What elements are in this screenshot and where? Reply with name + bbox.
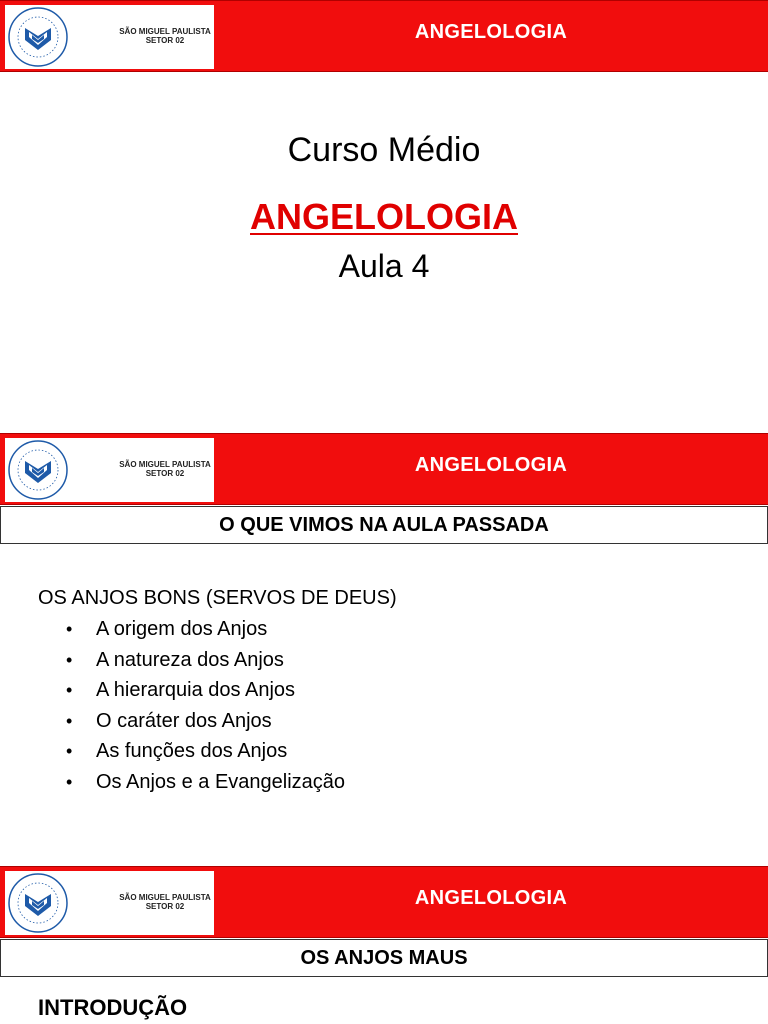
- course-title: Curso Médio: [287, 131, 481, 169]
- list-item-text: A hierarquia dos Anjos: [96, 679, 296, 701]
- seal-icon: [7, 872, 69, 934]
- list-item-text: A origem dos Anjos: [96, 618, 268, 640]
- list-item: [38, 675, 397, 706]
- list-item-text: As funções dos Anjos: [96, 740, 288, 762]
- slide-2: [0, 433, 768, 833]
- logo-text: [105, 893, 225, 911]
- list-item: [38, 736, 397, 767]
- list-item-text: Os Anjos e a Evangelização: [96, 770, 346, 793]
- logo: [5, 438, 214, 502]
- list-item: [38, 645, 397, 676]
- seal-icon: [7, 439, 69, 501]
- logo-org: SÃO MIGUEL PAULISTA: [119, 27, 211, 36]
- slide-3: [0, 866, 768, 1024]
- subject-title: ANGELOLOGIA: [250, 196, 518, 237]
- slide-1: [0, 0, 768, 420]
- bullet-icon: •: [66, 649, 73, 670]
- seal-icon: [7, 6, 69, 68]
- logo-text: [105, 27, 225, 45]
- bullet-icon: •: [66, 771, 73, 792]
- logo-sector: SETOR 02: [145, 469, 185, 478]
- logo: [5, 871, 214, 935]
- intro-heading: INTRODUÇÃO: [38, 995, 188, 1020]
- slide-banner: [0, 433, 768, 505]
- logo-org: SÃO MIGUEL PAULISTA: [119, 460, 211, 469]
- logo: [5, 5, 214, 69]
- list-item-text: O caráter dos Anjos: [96, 709, 272, 732]
- bullet-icon: •: [66, 710, 73, 731]
- list-heading: OS ANJOS BONS (SERVOS DE DEUS): [38, 587, 397, 609]
- bullet-icon: •: [66, 680, 73, 700]
- logo-sector: SETOR 02: [145, 902, 185, 911]
- logo-sector: SETOR 02: [145, 36, 185, 45]
- slide-banner: [0, 866, 768, 938]
- review-list: [38, 583, 397, 797]
- section-title: O QUE VIMOS NA AULA PASSADA: [0, 506, 768, 544]
- logo-org: SÃO MIGUEL PAULISTA: [119, 893, 211, 902]
- list-item: [38, 614, 397, 645]
- section-title: OS ANJOS MAUS: [0, 939, 768, 977]
- banner-title: ANGELOLOGIA: [414, 887, 568, 909]
- banner-title: ANGELOLOGIA: [414, 454, 568, 476]
- lesson-title: Aula 4: [338, 248, 430, 284]
- slide-banner: [0, 0, 768, 72]
- topic-list: [38, 614, 397, 797]
- bullet-icon: •: [66, 619, 73, 639]
- banner-title: ANGELOLOGIA: [414, 21, 568, 43]
- list-item: [38, 706, 397, 737]
- bullet-icon: •: [66, 741, 73, 761]
- list-item: [38, 767, 397, 798]
- logo-text: [105, 460, 225, 478]
- list-item-text: A natureza dos Anjos: [96, 648, 284, 671]
